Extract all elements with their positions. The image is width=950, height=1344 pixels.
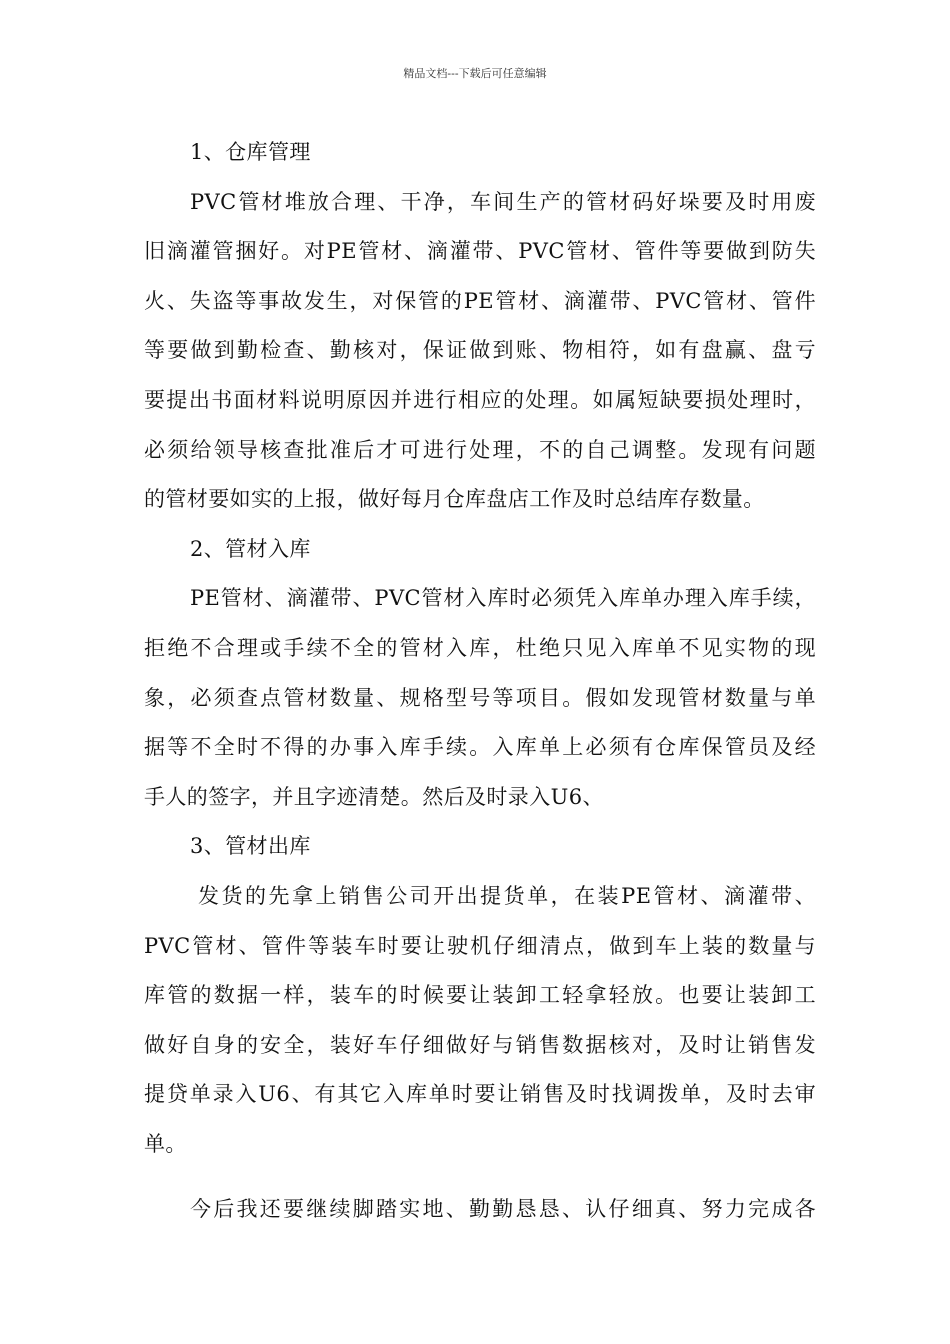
paragraph-line: 必须给领导核查批准后才可进行处理，不的自己调整。发现有问题 (144, 437, 816, 462)
paragraph-line: 等要做到勤检查、勤核对，保证做到账、物相符，如有盘赢、盘亏 (144, 338, 816, 363)
paragraph-line: 旧滴灌管捆好。对PE管材、滴灌带、PVC管材、管件等要做到防失 (144, 239, 816, 264)
paragraph-line: PVC管材、管件等装车时要让驶机仔细清点，做到车上装的数量与 (144, 933, 816, 958)
paragraph-line: 的管材要如实的上报，做好每月仓库盘店工作及时总结库存数量。 (144, 487, 765, 512)
paragraph-line: 手人的签字，并且字迹清楚。然后及时录入U6、 (144, 784, 604, 809)
paragraph-line: 单。 (144, 1131, 187, 1156)
section-heading-3: 3、管材出库 (190, 834, 311, 859)
paragraph-line: PE管材、滴灌带、PVC管材入库时必须凭入库单办理入库手续， (190, 586, 816, 611)
paragraph-gap (144, 1169, 816, 1185)
closing-line: 今后我还要继续脚踏实地、勤勤恳恳、认仔细真、努力完成各 (190, 1197, 816, 1222)
paragraph-line: 做好自身的安全，装好车仔细做好与销售数据核对，及时让销售发 (144, 1032, 816, 1057)
paragraph-line: 据等不全时不得的办事入库手续。入库单上必须有仓库保管员及经 (144, 735, 816, 760)
section-heading-2: 2、管材入库 (190, 536, 311, 561)
page-header: 精品文档---下载后可任意编辑 (403, 67, 547, 80)
paragraph-line: 火、失盗等事故发生，对保管的PE管材、滴灌带、PVC管材、管件 (144, 288, 816, 313)
paragraph-line: 拒绝不合理或手续不全的管材入库，杜绝只见入库单不见实物的现 (144, 635, 816, 660)
paragraph-line: 发货的先拿上销售公司开出提货单，在装PE管材、滴灌带、 (198, 883, 816, 908)
paragraph-line: 象，必须查点管材数量、规格型号等项目。假如发现管材数量与单 (144, 685, 816, 710)
paragraph-line: 要提出书面材料说明原因并进行相应的处理。如属短缺要损处理时， (144, 387, 816, 412)
paragraph-line: 提贷单录入U6、有其它入库单时要让销售及时找调拨单，及时去审 (144, 1082, 816, 1107)
paragraph-line: PVC管材堆放合理、干净，车间生产的管材码好垛要及时用废 (190, 189, 816, 214)
paragraph-line: 库管的数据一样，装车的时候要让装卸工轻拿轻放。也要让装卸工 (144, 983, 816, 1008)
section-heading-1: 1、仓库管理 (190, 140, 311, 164)
document-body (144, 128, 816, 1235)
